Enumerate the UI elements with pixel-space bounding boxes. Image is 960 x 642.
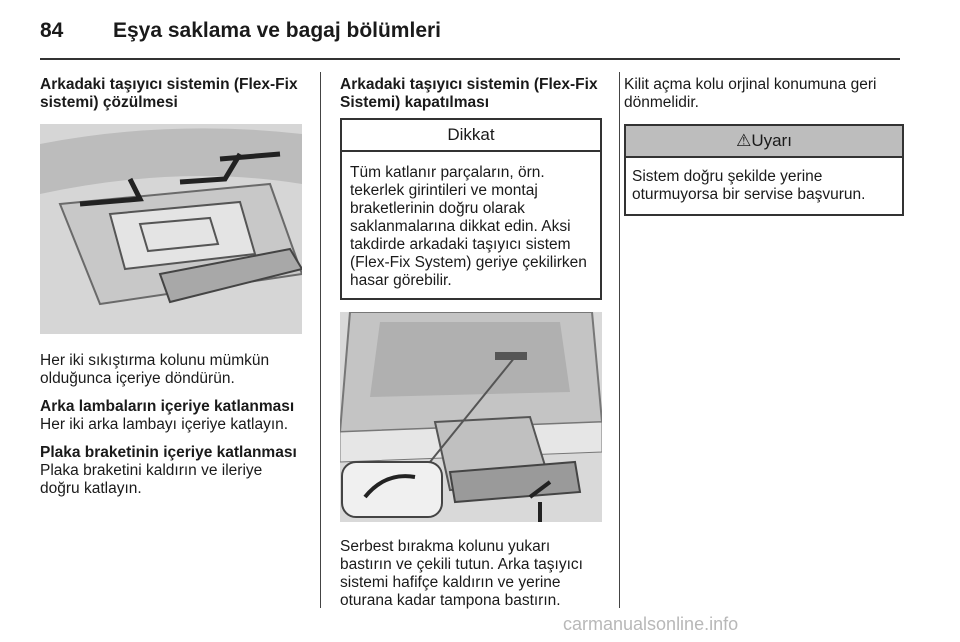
subsection-title: Arka lambaların içeriye katlanması xyxy=(40,398,295,415)
warning-triangle-icon: ⚠ xyxy=(736,131,752,150)
column-divider xyxy=(320,72,321,608)
subsection-title: Plaka braketinin içeriye katlanması xyxy=(40,444,297,461)
page-number: 84 xyxy=(40,19,64,42)
warning-text: Sistem doğru şekilde yerine oturmuyorsa bir servise başvurun. xyxy=(632,168,866,203)
column-divider xyxy=(619,72,620,608)
figure-tow-carrier-release xyxy=(40,124,302,334)
section-heading: Arkadaki taşıyıcı sistemin (Flex-Fix Sistemi) kapatılması xyxy=(340,76,598,111)
paragraph: Her iki sıkıştırma kolunu mümkün olduğunca içeriye döndürün. xyxy=(40,352,270,387)
section-heading: Arkadaki taşıyıcı sistemin (Flex-Fix sistemi) çözülmesi xyxy=(40,76,298,111)
warning-header xyxy=(626,126,902,158)
subsection-plate-bracket xyxy=(40,444,302,498)
column-left xyxy=(40,76,302,508)
column-middle xyxy=(340,76,602,620)
caution-text: Tüm katlanır parçaların, örn. tekerlek girintileri ve montaj braketlerinin doğru olarak saklanmalarına dikkat edin. Aksi takdirde arkadaki taşıyıcı sistem (Flex-Fix System) geriye çekilirken hasar görebilir. xyxy=(350,164,587,289)
paragraph: Kilit açma kolu orjinal konumuna geri dönmelidir. xyxy=(624,76,877,111)
subsection-text: Her iki arka lambayı içeriye katlayın. xyxy=(40,416,289,433)
watermark: carmanualsonline.info xyxy=(563,614,739,634)
page-header xyxy=(0,0,960,62)
caution-box xyxy=(340,118,602,300)
column-right xyxy=(624,76,904,216)
figure-tow-carrier-close xyxy=(340,312,602,522)
subsection-text: Plaka braketini kaldırın ve ileriye doğru katlayın. xyxy=(40,462,263,497)
page-title: Eşya saklama ve bagaj bölümleri xyxy=(113,19,442,42)
caution-title: Dikkat xyxy=(342,120,600,152)
warning-box xyxy=(624,124,904,216)
warning-title: Uyarı xyxy=(751,131,792,150)
tow-carrier-illustration xyxy=(40,124,302,334)
header-rule xyxy=(40,58,900,60)
paragraph: Serbest bırakma kolunu yukarı bastırın ve çekili tutun. Arka taşıyıcı sistemi hafifçe kaldırın ve yerine oturana kadar tampona bastırın. xyxy=(340,538,583,609)
subsection-rear-lamps xyxy=(40,398,302,434)
tow-carrier-rear-illustration xyxy=(340,312,602,522)
